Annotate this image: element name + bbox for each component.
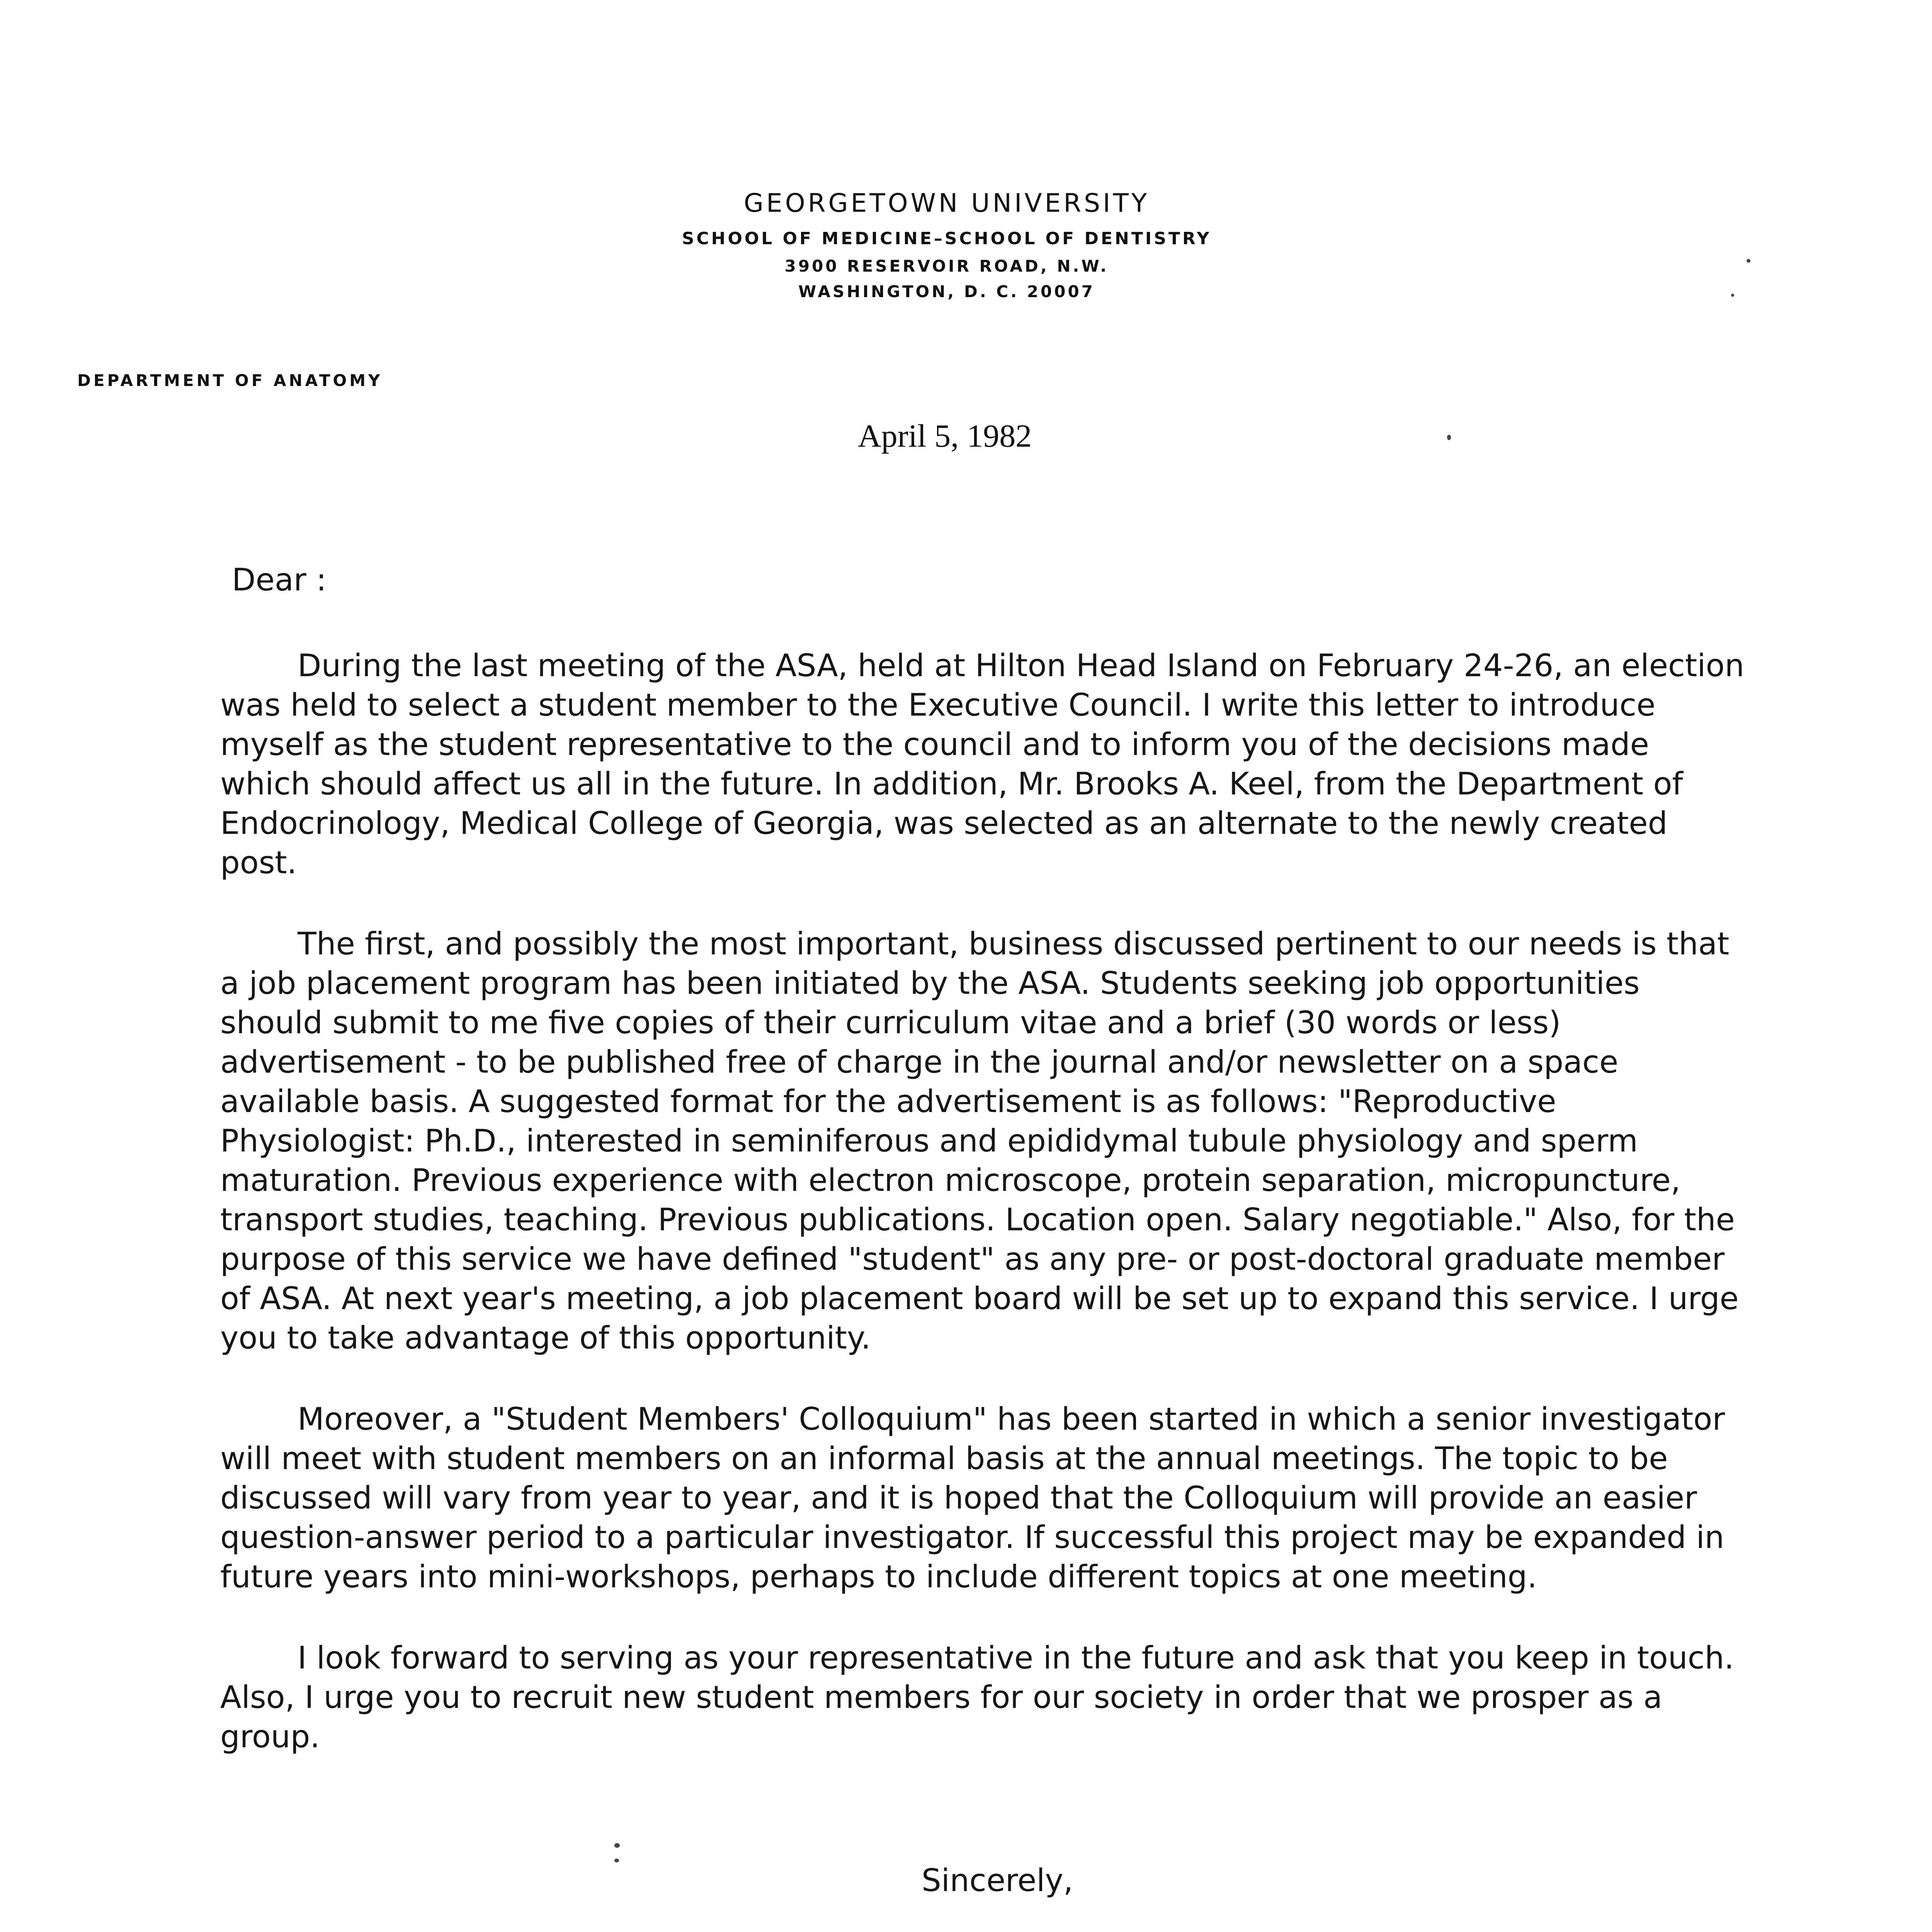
closing: Sincerely, bbox=[922, 1862, 1073, 1898]
university-name: GEORGETOWN UNIVERSITY bbox=[743, 188, 1150, 218]
letterhead bbox=[541, 185, 1352, 304]
salutation: Dear : bbox=[232, 562, 327, 598]
scan-speck bbox=[614, 1843, 620, 1848]
scan-speck bbox=[1747, 259, 1750, 263]
paragraph-election: During the last meeting of the ASA, held at Hilton Head Island on February 24-26, an election was held to select a student member to the Executive Council. I write this letter to introduce myself as the student representative to the council and to inform you of the decisions made which should affect us all in the future. In addition, Mr. Brooks A. Keel, from the Department of Endocrinology, Medical College of Georgia, was selected as an alternate to the newly created post. bbox=[220, 648, 1745, 881]
scan-speck bbox=[1447, 435, 1451, 440]
department-name: DEPARTMENT OF ANATOMY bbox=[77, 371, 383, 390]
city-address: WASHINGTON, D. C. 20007 bbox=[798, 282, 1095, 301]
school-names: SCHOOL OF MEDICINE–SCHOOL OF DENTISTRY bbox=[682, 229, 1212, 248]
paragraph-colloquium: Moreover, a "Student Members' Colloquium" has been started in which a senior investigator will meet with student members on an informal basis at the annual meetings. The topic to be discussed will vary from year to year, and it is hoped that the Colloquium will provide an easier question-answer period to a particular investigator. If successful this project may be expanded in future years into mini-workshops, perhaps to include different topics at one meeting. bbox=[220, 1401, 1725, 1595]
letter-date: April 5, 1982 bbox=[858, 418, 1032, 454]
street-address: 3900 RESERVOIR ROAD, N.W. bbox=[784, 257, 1109, 276]
paragraph-job-placement: The first, and possibly the most important, business discussed pertinent to our needs is that a job placement program has been initiated by the ASA. Students seeking job opportunities should submit to me five copies of their curriculum vitae and a brief (30 words or less) advertisement - to be published free of charge in the journal and/or newsletter on a space available basis. A suggested format for the advertisement is as follows: "Reproductive Physiologist: Ph.D., interested in seminiferous and epididymal tubule physiology and sperm maturation. Previous experience with electron microscope, protein separation, micropuncture, transport studies, teaching. Previous publications. Location open. Salary negotiable." Also, for the purpose of this service we have defined "student" as any pre- or post-doctoral graduate member of ASA. At next year's meeting, a job placement board will be set up to expand this service. I urge you to take advantage of this opportunity. bbox=[220, 926, 1739, 1356]
letter-body bbox=[220, 560, 1747, 1798]
scan-speck bbox=[614, 1859, 619, 1862]
scan-speck bbox=[1731, 294, 1734, 297]
paragraph-closing-remarks: I look forward to serving as your representative in the future and ask that you keep in touch. Also, I urge you to recruit new student members for our society in order that we prosper as a group. bbox=[220, 1640, 1734, 1755]
